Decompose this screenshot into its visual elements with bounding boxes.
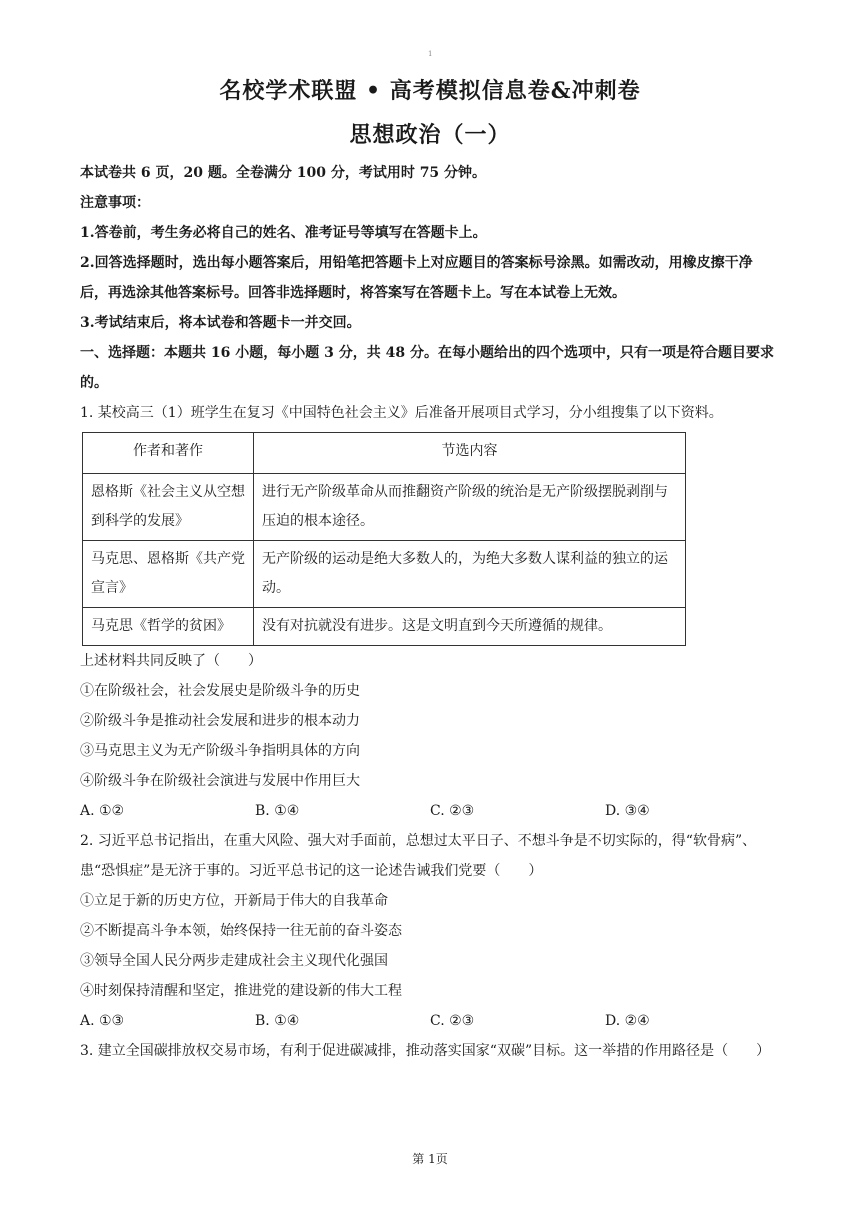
exam-meta: 本试卷共 6 页，20 题。全卷满分 100 分，考试用时 75 分钟。 bbox=[80, 165, 487, 181]
question-2-stem: 2. 习近平总书记指出，在重大风险、强大对手面前，总想过太平日子、不想斗争是不切实际的，得“软骨病”、患“恐惧症”是无济于事的。习近平总书记的这一论述告诫我们党要（ ） bbox=[80, 833, 757, 879]
option-a: A. ①② bbox=[80, 803, 125, 819]
statement: ③马克思主义为无产阶级斗争指明具体的方向 bbox=[80, 743, 360, 759]
table-cell: 马克思《哲学的贫困》 bbox=[83, 608, 254, 646]
table-row bbox=[83, 541, 686, 608]
exam-content bbox=[80, 158, 780, 1066]
table-row bbox=[83, 474, 686, 541]
materials-table bbox=[82, 432, 686, 646]
statement: ①立足于新的历史方位，开新局于伟大的自我革命 bbox=[80, 893, 388, 909]
notice-item: 3.考试结束后，将本试卷和答题卡一并交回。 bbox=[80, 315, 361, 331]
section-heading: 一、选择题：本题共 16 小题，每小题 3 分，共 48 分。在每小题给出的四个选项中，只有一项是符合题目要求的。 bbox=[80, 345, 774, 391]
notice-item: 2.回答选择题时，选出每小题答案后，用铅笔把答题卡上对应题目的答案标号涂黑。如需改动，用橡皮擦干净后，再选涂其他答案标号。回答非选择题时，将答案写在答题卡上。写在本试卷上无效。 bbox=[80, 255, 753, 301]
table-cell: 无产阶级的运动是绝大多数人的，为绝大多数人谋利益的独立的运动。 bbox=[254, 541, 686, 608]
notice-item: 1.答卷前，考生务必将自己的姓名、准考证号等填写在答题卡上。 bbox=[80, 225, 487, 241]
page-number: 第 1页 bbox=[412, 1152, 448, 1166]
notice-title: 注意事项： bbox=[80, 195, 150, 211]
question-2-options bbox=[80, 1006, 780, 1036]
table-header-row bbox=[83, 433, 686, 474]
statement: ③领导全国人民分两步走建成社会主义现代化强国 bbox=[80, 953, 388, 969]
option-d: D. ②④ bbox=[605, 1013, 650, 1029]
table-header: 节选内容 bbox=[254, 433, 686, 474]
statement: ④时刻保持清醒和坚定，推进党的建设新的伟大工程 bbox=[80, 983, 402, 999]
page-tick-mark: 1 bbox=[428, 50, 433, 58]
question-3-stem: 3. 建立全国碳排放权交易市场，有利于促进碳减排，推动落实国家“双碳”目标。这一举措的作用路径是（ ） bbox=[80, 1043, 771, 1059]
statement: ②不断提高斗争本领，始终保持一往无前的奋斗姿态 bbox=[80, 923, 402, 939]
option-a: A. ①③ bbox=[80, 1013, 125, 1029]
table-cell: 进行无产阶级革命从而推翻资产阶级的统治是无产阶级摆脱剥削与压迫的根本途径。 bbox=[254, 474, 686, 541]
table-cell: 马克思、恩格斯《共产党宣言》 bbox=[83, 541, 254, 608]
table-header: 作者和著作 bbox=[83, 433, 254, 474]
statement: ①在阶级社会，社会发展史是阶级斗争的历史 bbox=[80, 683, 360, 699]
question-1-prompt: 上述材料共同反映了（ ） bbox=[80, 653, 262, 669]
option-c: C. ②③ bbox=[430, 1013, 475, 1029]
exam-subtitle: 思想政治（一） bbox=[349, 122, 511, 148]
question-1-options bbox=[80, 796, 780, 826]
table-cell: 没有对抗就没有进步。这是文明直到今天所遵循的规律。 bbox=[254, 608, 686, 646]
statement: ②阶级斗争是推动社会发展和进步的根本动力 bbox=[80, 713, 360, 729]
table-cell: 恩格斯《社会主义从空想到科学的发展》 bbox=[83, 474, 254, 541]
question-1-stem: 1. 某校高三（1）班学生在复习《中国特色社会主义》后准备开展项目式学习，分小组搜集了以下资料。 bbox=[80, 405, 723, 421]
option-b: B. ①④ bbox=[255, 1013, 300, 1029]
option-b: B. ①④ bbox=[255, 803, 300, 819]
exam-title: 名校学术联盟 • 高考模拟信息卷&冲刺卷 bbox=[219, 78, 641, 104]
table-row bbox=[83, 608, 686, 646]
option-c: C. ②③ bbox=[430, 803, 475, 819]
statement: ④阶级斗争在阶级社会演进与发展中作用巨大 bbox=[80, 773, 360, 789]
option-d: D. ③④ bbox=[605, 803, 650, 819]
